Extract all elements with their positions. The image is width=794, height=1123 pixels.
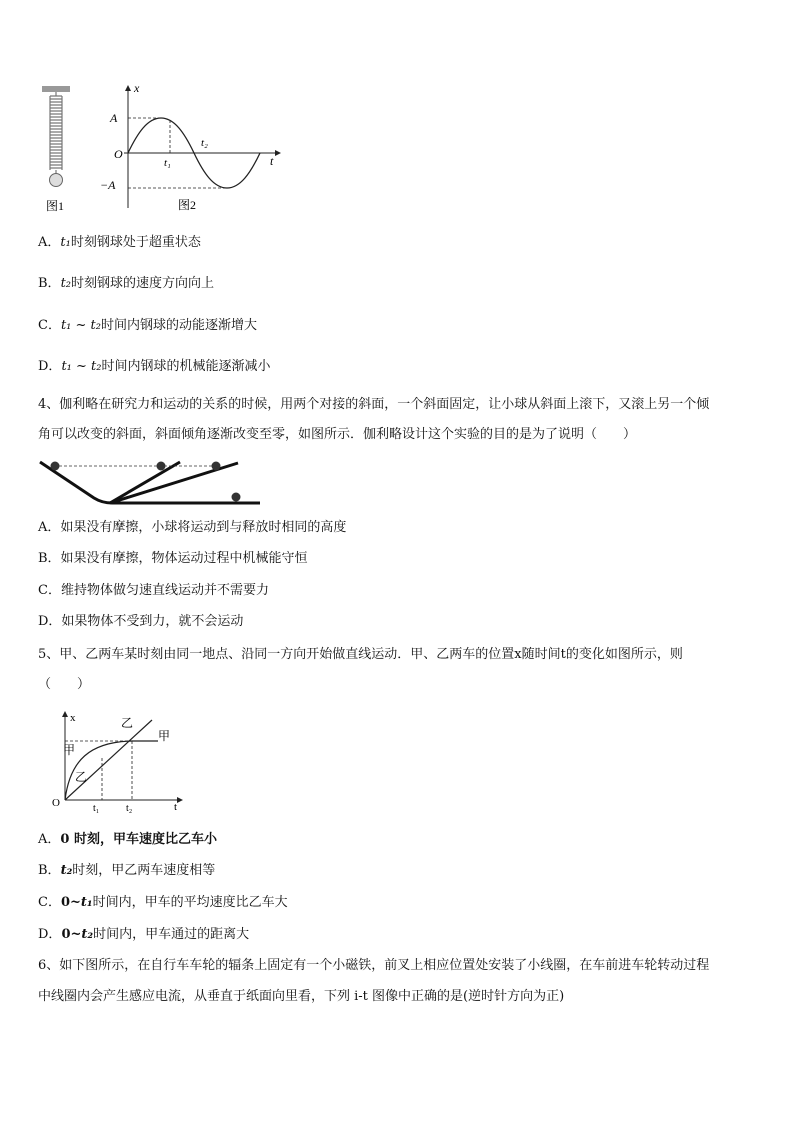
q6-stem-line1: 6、如下图所示，在自行车车轮的辐条上固定有一个小磁铁，前叉上相应位置处安装了小线圈，在车前进车轮转动过程 [38, 958, 710, 973]
label-yi-top: 乙 [121, 716, 134, 730]
spring-support [42, 86, 70, 92]
option-text: 0 时刻，甲车速度比乙车小 [60, 832, 217, 847]
q4-option-a: A．如果没有摩擦，小球将运动到与释放时相同的高度 [38, 520, 347, 535]
option-letter: B． [38, 276, 61, 291]
option-letter: A． [38, 235, 61, 250]
option-letter: C． [38, 318, 61, 333]
spring-coil [50, 92, 62, 174]
option-text: 时间内钢球的机械能逐渐减小 [101, 359, 271, 374]
t1-label: t₁ [93, 803, 100, 814]
figure-incline-planes [38, 456, 268, 510]
figure-2-xt-graph [94, 80, 294, 216]
ball-horizontal [232, 493, 241, 502]
q3-option-b [38, 276, 214, 292]
q6-stem-line2: 中线圈内会产生感应电流，从垂直于纸面向里看，下列 i-t 图像中正确的是(逆时针方向为正) [38, 989, 565, 1004]
q5-option-c [38, 895, 288, 911]
option-var: t₂ [60, 276, 71, 291]
axis-x-label: x [70, 712, 76, 724]
option-text: 时间内，甲车的平均速度比乙车大 [92, 895, 288, 910]
ball-steep [157, 462, 166, 471]
axis-x-label: x [134, 81, 140, 95]
axis-t-label: t [174, 801, 178, 813]
option-letter: B． [38, 863, 61, 878]
ball-start [51, 462, 60, 471]
t2-label: t₂ [201, 137, 208, 149]
q5-stem-line2: （ ） [38, 677, 91, 692]
q5-stem-line1: 5、甲、乙两车某时刻由同一地点、沿同一方向开始做直线运动．甲、乙两车的位置x随时间t的变化如图所示，则 [38, 647, 683, 662]
option-text: 时间内，甲车通过的距离大 [93, 927, 250, 942]
option-prefix: 0~ [61, 927, 82, 942]
option-letter: D． [38, 927, 62, 942]
q4-option-d: D．如果物体不受到力，就不会运动 [38, 614, 244, 629]
option-var: t₁ ~ t₂ [61, 359, 102, 374]
option-text: 时间内钢球的动能逐渐增大 [100, 318, 257, 333]
option-var: t₂ [60, 863, 73, 878]
fixed-incline [40, 462, 260, 503]
option-var: t₁ ~ t₂ [60, 318, 101, 333]
q3-option-d [38, 359, 270, 375]
incline-steep [110, 462, 180, 503]
q3-option-c [38, 318, 257, 334]
option-letter: C． [38, 895, 61, 910]
q5-option-d [38, 927, 249, 943]
q4-stem-line2: 角可以改变的斜面，斜面倾角逐渐改变至零，如图所示．伽利略设计这个实验的目的是为了说明（ ） [38, 427, 637, 442]
line-yi [65, 720, 152, 800]
option-var: t₂ [81, 927, 94, 942]
q4-stem-line1: 4、伽利略在研究力和运动的关系的时候，用两个对接的斜面，一个斜面固定，让小球从斜面上滚下，又滚上另一个倾 [38, 397, 710, 412]
q3-option-a [38, 235, 201, 251]
ball-shallow [212, 462, 221, 471]
origin-label: O [52, 797, 60, 809]
option-text: 时刻钢球的速度方向向上 [71, 276, 215, 291]
label-yi-inner: 乙 [75, 770, 88, 784]
label-jia-left: 甲 [63, 743, 76, 757]
figure-xt-two-cars [48, 708, 188, 814]
option-prefix: 0~ [60, 895, 81, 910]
q4-option-c: C．维持物体做匀速直线运动并不需要力 [38, 583, 269, 598]
axis-t-label: t [270, 154, 274, 168]
option-text: 时刻，甲乙两车速度相等 [72, 863, 216, 878]
fig1-caption: 图1 [46, 199, 65, 213]
option-var: t₁ [60, 235, 71, 250]
q4-option-b: B．如果没有摩擦，物体运动过程中机械能守恒 [38, 551, 308, 566]
option-text: 时刻钢球处于超重状态 [70, 235, 201, 250]
amplitude-pos-label: A [110, 111, 118, 125]
q5-option-a [38, 832, 217, 848]
fig2-caption: 图2 [178, 198, 197, 212]
steel-ball [50, 174, 63, 187]
t2-label: t₂ [126, 803, 133, 814]
origin-label: O [114, 147, 123, 161]
option-var: t₁ [80, 895, 93, 910]
q5-option-b [38, 863, 215, 879]
option-letter: D． [38, 359, 62, 374]
option-letter: A． [38, 832, 61, 847]
t1-label: t₁ [164, 157, 171, 169]
amplitude-neg-label: −A [100, 178, 116, 192]
figure-1-spring [38, 84, 78, 216]
label-jia-right: 甲 [158, 729, 171, 743]
